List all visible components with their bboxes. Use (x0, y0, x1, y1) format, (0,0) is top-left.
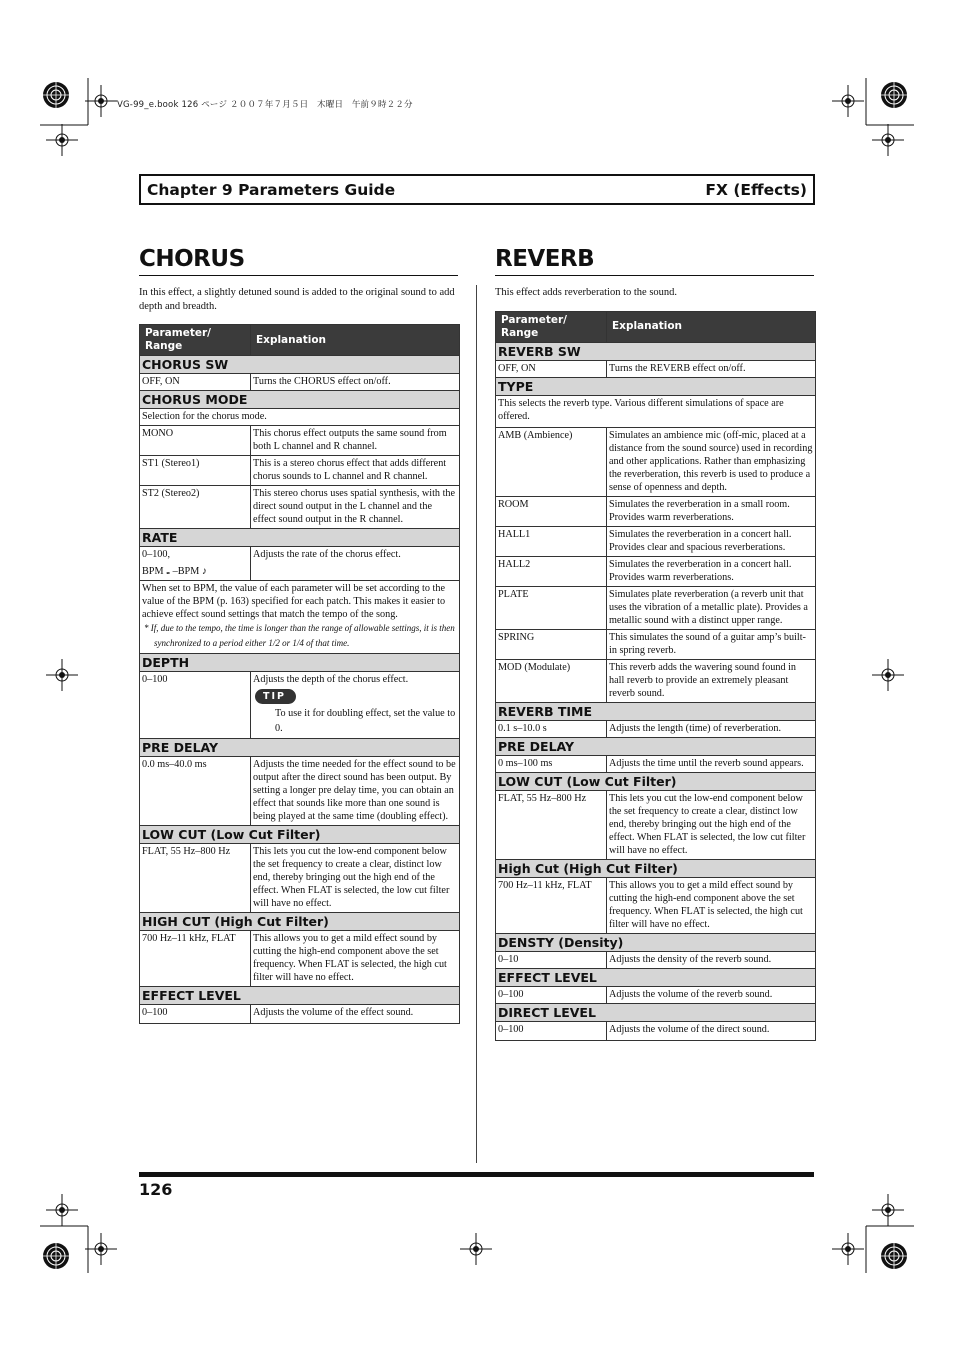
chorus-heading: CHORUS (139, 246, 458, 276)
param-name: HIGH CUT (High Cut Filter) (140, 913, 460, 931)
explanation-header: Explanation (251, 325, 460, 356)
section-title: FX (Effects) (705, 181, 807, 199)
footer-rule (139, 1172, 814, 1177)
column-divider (476, 285, 477, 1163)
table-row: ST1 (Stereo1) This is a stereo chorus effect that adds different chorus sounds to L channel and R channel. (140, 456, 460, 486)
table-row: 0–10 Adjusts the density of the reverb sound. (496, 951, 816, 968)
param-name: LOW CUT (Low Cut Filter) (140, 826, 460, 844)
table-row: When set to BPM, the value of each parameter will be set according to the value of the BPM (p. 163) specified for each patch. This makes it easier to achieve effect sound settings that match the tempo of the song. * If, due to the tempo, the time is longer than the range of allowable settings, it is then synchronized to a period either 1/2 or 1/4 of that time. (140, 581, 460, 654)
reverb-intro: This effect adds reverberation to the sound. (495, 287, 678, 298)
table-row: Selection for the chorus mode. (140, 409, 460, 426)
param-name: TYPE (496, 377, 816, 395)
param-name: DEPTH (140, 654, 460, 672)
reverb-column (495, 246, 814, 1041)
table-row: SPRING This simulates the sound of a guitar amp’s built-in spring reverb. (496, 629, 816, 659)
table-row: HALL1 Simulates the reverberation in a concert hall. Provides clear and spacious reverberations. (496, 526, 816, 556)
table-row: ST2 (Stereo2) This stereo chorus uses spatial synthesis, with the direct sound output in the L channel and the effect sound output in the R channel. (140, 486, 460, 529)
table-row: 0.1 s–10.0 s Adjusts the length (time) of reverberation. (496, 720, 816, 737)
reverb-parameter-table (495, 311, 816, 1041)
reverb-heading: REVERB (495, 246, 814, 276)
chorus-column (139, 246, 458, 1024)
table-row: 0 ms–100 ms Adjusts the time until the reverb sound appears. (496, 755, 816, 772)
table-row: This selects the reverb type. Various different simulations of space are offered. (496, 395, 816, 427)
param-name: PRE DELAY (140, 739, 460, 757)
param-name: CHORUS MODE (140, 391, 460, 409)
print-info: VG-99_e.book 126 ページ ２００７年７月５日 木曜日 午前９時２２分 (117, 100, 413, 110)
table-row: ROOM Simulates the reverberation in a small room. Provides warm reverberations. (496, 496, 816, 526)
param-name: REVERB SW (496, 342, 816, 360)
tip-badge: TIP (255, 689, 296, 704)
table-row: OFF, ON Turns the REVERB effect on/off. (496, 360, 816, 377)
table-header-row (140, 325, 460, 356)
chapter-title: Chapter 9 Parameters Guide (147, 181, 396, 199)
table-row: 0–100, BPM 𝅝 –BPM ♪ Adjusts the rate of the chorus effect. (140, 547, 460, 581)
table-row: OFF, ON Turns the CHORUS effect on/off. (140, 374, 460, 391)
table-row: 0–100 Adjusts the volume of the effect sound. (140, 1005, 460, 1024)
param-name: REVERB TIME (496, 702, 816, 720)
chorus-intro: In this effect, a slightly detuned sound is added to the original sound to add depth and breadth. (139, 287, 455, 312)
tip-text: To use it for doubling effect, set the value to 0. (275, 708, 456, 734)
chorus-parameter-table (139, 324, 460, 1024)
table-row: FLAT, 55 Hz–800 Hz This lets you cut the low-end component below the set frequency to create a clear, distinct low end, thereby bringing out the high end of the effect. When FLAT is selected, the low cut filter will have no effect. (496, 790, 816, 859)
page-number: 126 (139, 1180, 173, 1199)
table-row: FLAT, 55 Hz–800 Hz This lets you cut the low-end component below the set frequency to create a clear, distinct low end, thereby bringing out the high end of the effect. When FLAT is selected, the low cut filter will have no effect. (140, 844, 460, 913)
table-row: PLATE Simulates plate reverberation (a reverb unit that uses the vibration of a metallic plate). Provides a metallic sound with a distinct upper range. (496, 586, 816, 629)
param-name: High Cut (High Cut Filter) (496, 859, 816, 877)
footnote: * If, due to the tempo, the time is longer than the range of allowable settings, it is then synchronized to a period either 1/2 or 1/4 of that time. (144, 623, 455, 648)
table-row: 700 Hz–11 kHz, FLAT This allows you to get a mild effect sound by cutting the high-end component above the set frequency. When FLAT is selected, the high cut filter will have no effect. (496, 877, 816, 933)
param-name: CHORUS SW (140, 356, 460, 374)
param-name: EFFECT LEVEL (496, 968, 816, 986)
param-name: LOW CUT (Low Cut Filter) (496, 772, 816, 790)
table-row: 0.0 ms–40.0 ms Adjusts the time needed for the effect sound to be output after the direct sound has been output. By setting a longer pre delay time, you can obtain an effect that sounds like more than one sound is being played at the same time (doubling effect). (140, 757, 460, 826)
table-row: 0–100 Adjusts the depth of the chorus effect. TIP To use it for doubling effect, set the value to 0. (140, 672, 460, 739)
table-row: AMB (Ambience) Simulates an ambience mic (off-mic, placed at a distance from the sound source) used in recording and other applications. Rather than emphasizing the reverberation, this reverb is used to produce a sense of openness and depth. (496, 427, 816, 496)
param-range-header: Parameter/ Range (140, 325, 251, 356)
param-range-header: Parameter/ Range (496, 311, 607, 342)
table-row: MONO This chorus effect outputs the same sound from both L channel and R channel. (140, 426, 460, 456)
table-row: 0–100 Adjusts the volume of the direct sound. (496, 1021, 816, 1040)
param-name: RATE (140, 529, 460, 547)
table-header-row (496, 311, 816, 342)
param-name: DIRECT LEVEL (496, 1003, 816, 1021)
table-row: HALL2 Simulates the reverberation in a concert hall. Provides warm reverberations. (496, 556, 816, 586)
chapter-header (139, 174, 815, 205)
param-name: DENSTY (Density) (496, 933, 816, 951)
explanation-header: Explanation (607, 311, 816, 342)
table-row: MOD (Modulate) This reverb adds the wavering sound found in hall reverb to provide an extremely pleasant reverb sound. (496, 659, 816, 702)
param-name: PRE DELAY (496, 737, 816, 755)
table-row: 0–100 Adjusts the volume of the reverb sound. (496, 986, 816, 1003)
table-row: 700 Hz–11 kHz, FLAT This allows you to get a mild effect sound by cutting the high-end component above the set frequency. When FLAT is selected, the high cut filter will have no effect. (140, 931, 460, 987)
param-name: EFFECT LEVEL (140, 987, 460, 1005)
